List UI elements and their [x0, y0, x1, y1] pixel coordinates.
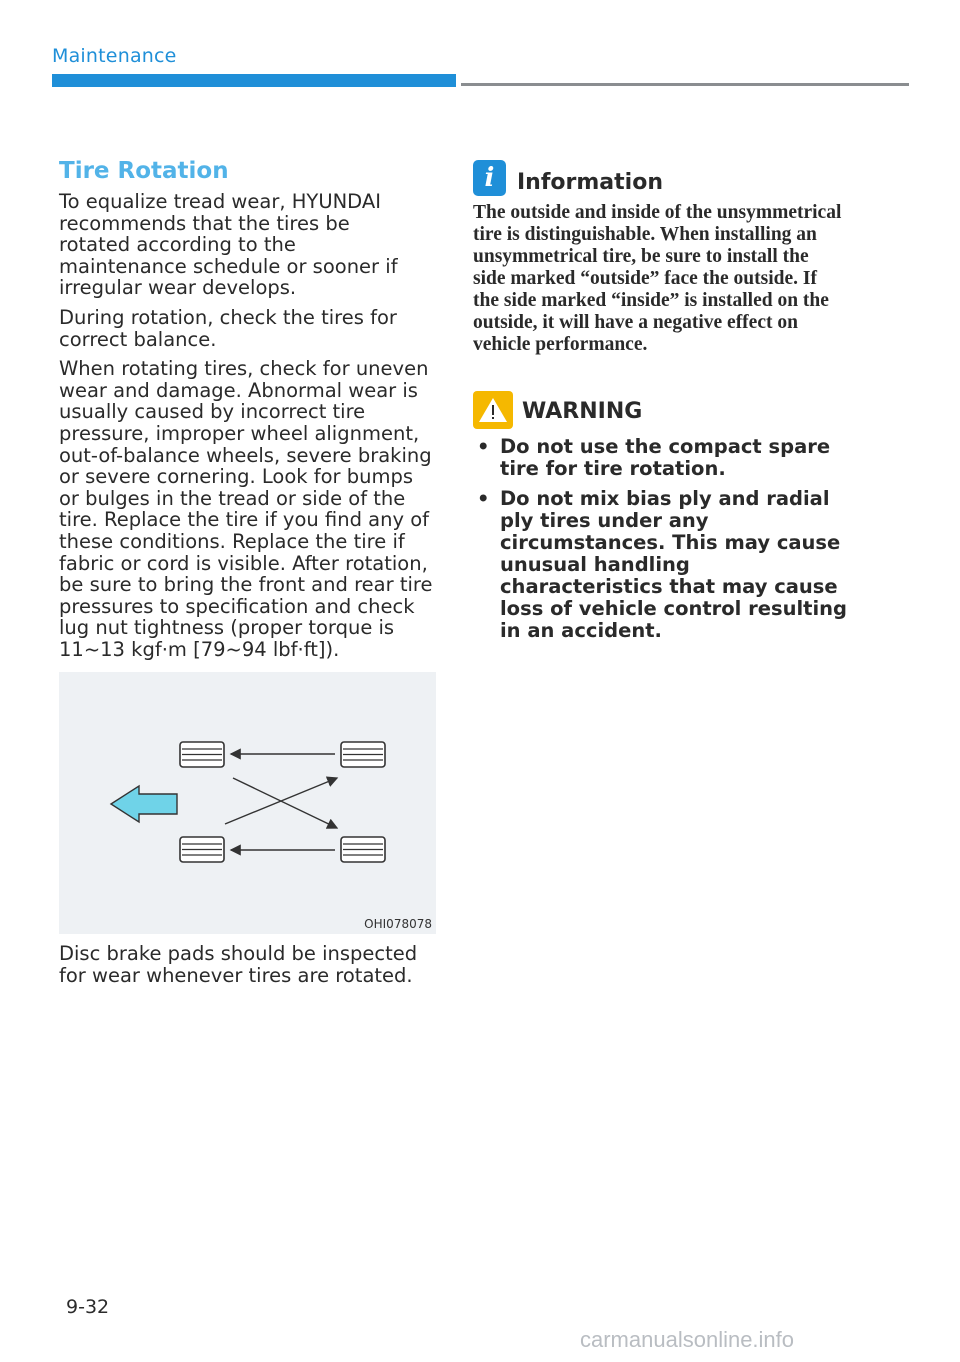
- warning-item-text: Do not use the compact spare tire for tire rotation.: [500, 435, 831, 480]
- bullet-icon: •: [477, 435, 490, 458]
- tire-rear-right-icon: [341, 837, 385, 862]
- warning-header: [473, 390, 873, 430]
- warning-item: [473, 436, 855, 480]
- watermark: carmanualsonline.info: [580, 1327, 795, 1352]
- paragraph-intro: To equalize tread wear, HYUNDAI recommends that the tires be rotated according to the maintenance schedule or sooner if irregular wear develops.: [59, 190, 398, 300]
- tire-rear-left-icon: [341, 742, 385, 767]
- right-column: [473, 160, 873, 650]
- info-icon: i: [473, 160, 506, 196]
- information-title: Information: [517, 169, 663, 195]
- rotation-diagram-svg: [59, 672, 436, 934]
- header-accent-bar: [52, 74, 456, 87]
- information-text: The outside and inside of the unsymmetrical tire is distinguishable. When installing an unsymmetrical tire, be sure to install the side marked “outside” face the outside. If the side marked “inside” is installed on the outside, it will have a negative effect on vehicle performance.: [473, 202, 842, 355]
- warning-icon: [473, 391, 513, 429]
- tire-front-right-icon: [180, 837, 224, 862]
- tire-rotation-diagram: [59, 672, 436, 934]
- left-column: [59, 158, 439, 995]
- header-section-label: Maintenance: [52, 45, 177, 67]
- figure-code: OHI078078: [364, 917, 432, 932]
- warning-item: [473, 488, 855, 642]
- tire-front-left-icon: [180, 742, 224, 767]
- page-number: 9-32: [66, 1296, 110, 1318]
- header-rule: [461, 83, 909, 86]
- paragraph-balance: During rotation, check the tires for correct balance.: [59, 305, 397, 351]
- warning-item-text: Do not mix bias ply and radial ply tires under any circumstances. This may cause unusual handling characteristics that may cause loss of vehicle control resulting in an accident.: [500, 487, 848, 642]
- forward-direction-arrow-icon: [111, 786, 177, 822]
- warning-list: [473, 436, 873, 642]
- paragraph-inspection: When rotating tires, check for uneven wear and damage. Abnormal wear is usually caused by incorrect tire pressure, improper wheel alignment, out-of-balance wheels, severe braking or severe cornering. Look for bumps or bulges in the tread or side of the tire. Replace the tire if you find any of these conditions. Replace the tire if fabric or cord is visible. After rotation, be sure to bring the front and rear tire pressures to specification and check lug nut tightness (proper torque is 11~13 kgf·m [79~94 lbf·ft]).: [59, 357, 433, 661]
- bullet-icon: •: [477, 487, 490, 510]
- information-header: [473, 160, 873, 196]
- warning-title: WARNING: [522, 398, 643, 424]
- arrow-front-left-to-rear-right: [233, 778, 337, 828]
- section-title: Tire Rotation: [59, 158, 229, 184]
- arrow-front-right-to-rear-left: [225, 778, 337, 824]
- paragraph-brake-pads: Disc brake pads should be inspected for wear whenever tires are rotated.: [59, 942, 418, 988]
